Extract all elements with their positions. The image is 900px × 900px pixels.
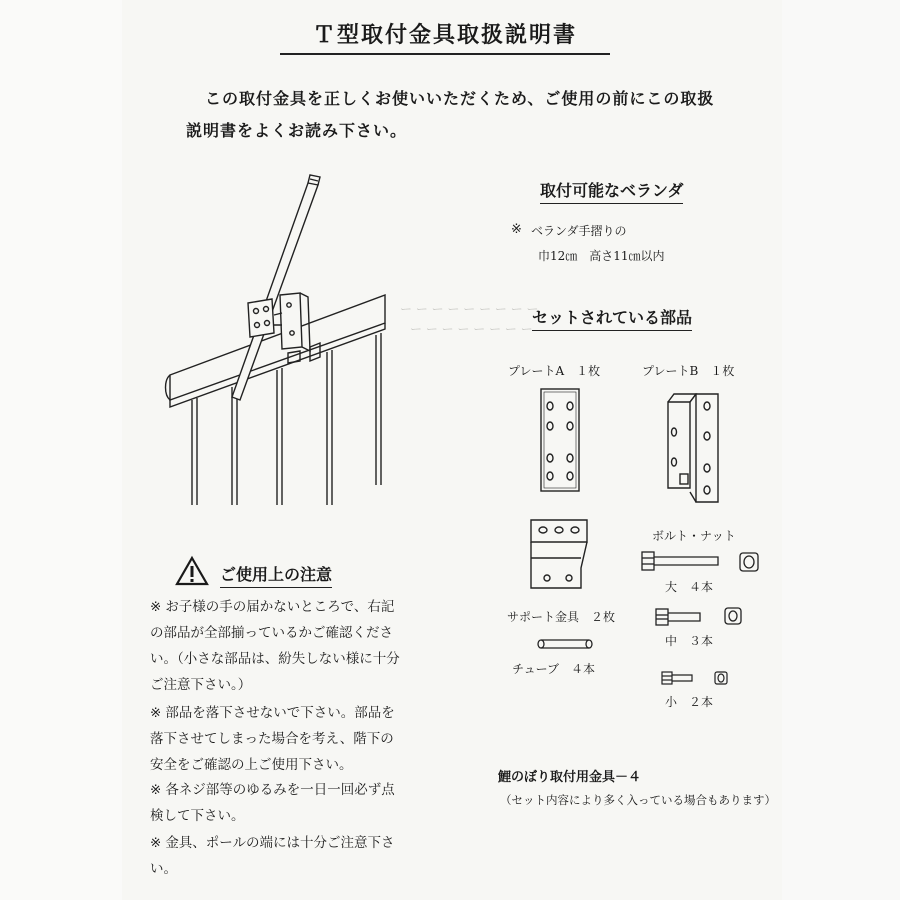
- plate-b-drawing: [660, 392, 720, 504]
- veranda-heading: 取付可能なベランダ: [540, 178, 683, 204]
- caution-mark: ※: [150, 705, 162, 721]
- medium-bolt-label: 中 ３本: [665, 634, 714, 648]
- plate-b-label: プレートB １枚: [642, 364, 735, 378]
- caution-mark: ※: [150, 599, 162, 615]
- plate-a-drawing: [540, 388, 580, 492]
- veranda-mark: ※: [511, 222, 522, 237]
- medium-bolt-drawing: [654, 607, 704, 627]
- tube-label: チューブ ４本: [512, 662, 596, 676]
- product-name: 鯉のぼり取付用金具－４: [498, 770, 642, 785]
- veranda-line-1: ベランダ手摺りの: [531, 224, 627, 238]
- caution-text: 金具、ポールの端には十分ご注意下さい。: [150, 835, 395, 877]
- bleed-through-mark: ー ー ー ー ー ー ー ー ー: [400, 302, 539, 316]
- support-label: サポート金具 ２枚: [507, 610, 616, 624]
- parts-heading: セットされている部品: [532, 305, 692, 331]
- railing-illustration: [160, 175, 400, 515]
- caution-text: 部品を落下させないで下さい。部品を落下させてしまった場合を考え、階下の安全をご確認の上ご使用下さい。: [150, 705, 395, 773]
- warning-icon: [175, 556, 209, 586]
- intro-line-2: 説明書をよくお読み下さい。: [186, 121, 408, 140]
- caution-text: 各ネジ部等のゆるみを一日一回必ず点検して下さい。: [150, 782, 395, 824]
- plate-a-label: プレートA １枚: [508, 364, 601, 378]
- small-bolt-drawing: [660, 670, 696, 686]
- caution-mark: ※: [150, 782, 162, 798]
- small-bolt-label: 小 ２本: [665, 695, 714, 709]
- caution-item-4: [150, 830, 400, 882]
- caution-mark: ※: [150, 835, 162, 851]
- caution-item-1: [150, 594, 400, 698]
- caution-item-3: [150, 777, 400, 829]
- caution-text: お子様の手の届かないところで、右記の部品が全部揃っているかご確認ください。（小さな部品は、紛失しない様に十分ご注意下さい。）: [150, 599, 400, 693]
- page-margin-left: [0, 0, 122, 900]
- caution-item-2: [150, 700, 400, 778]
- bolt-nut-label: ボルト・ナット: [652, 529, 736, 543]
- page-margin-right: [782, 0, 900, 900]
- support-bracket-drawing: [527, 518, 593, 592]
- large-nut-drawing: [738, 551, 760, 573]
- bleed-through-mark: ー ー ー ー ー ー ー ー: [410, 322, 533, 336]
- intro-line-1: この取付金具を正しくお使いいただくため、ご使用の前にこの取扱: [205, 89, 715, 108]
- small-nut-drawing: [713, 670, 729, 686]
- large-bolt-label: 大 ４本: [665, 580, 714, 594]
- large-bolt-drawing: [640, 550, 720, 572]
- caution-heading: ご使用上の注意: [220, 562, 332, 588]
- document-title: Ｔ型取付金具取扱説明書: [280, 18, 610, 55]
- tube-drawing: [537, 638, 593, 650]
- set-content-note: （セット内容により多く入っている場合もあります）: [500, 793, 776, 807]
- medium-nut-drawing: [723, 606, 743, 626]
- veranda-line-2: 巾12㎝ 高さ11㎝以内: [538, 249, 665, 263]
